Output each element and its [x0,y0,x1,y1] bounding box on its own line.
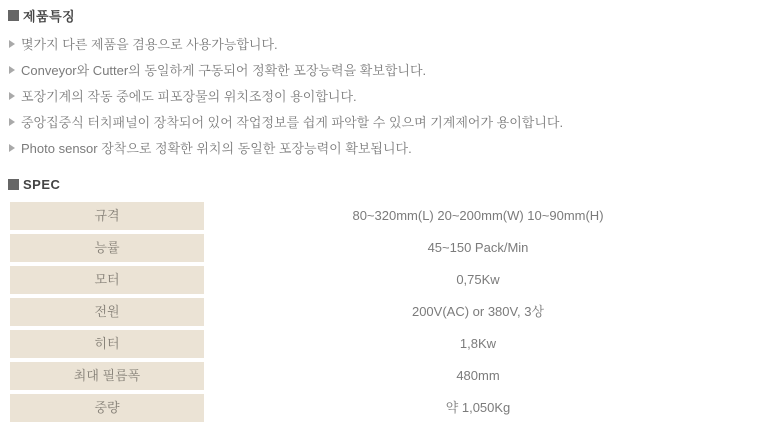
square-bullet-icon [8,10,19,21]
spec-row-label: 모터 [10,266,204,294]
spec-row-label: 히터 [10,330,204,358]
spec-row-label: 최대 필름폭 [10,362,204,390]
table-row [10,202,752,230]
table-row [10,330,752,358]
feature-item [8,84,752,110]
spec-table [10,202,752,422]
features-section-heading [8,6,752,25]
table-row [10,362,752,390]
arrow-bullet-icon [9,92,15,100]
feature-item [8,58,752,84]
feature-item-text: 몇가지 다른 제품을 겸용으로 사용가능합니다. [21,37,278,52]
feature-item-text: Conveyor와 Cutter의 동일하게 구동되어 정확한 포장능력을 확보합니다. [21,63,427,78]
spec-row-label: 전원 [10,298,204,326]
arrow-bullet-icon [9,40,15,48]
spec-row-value: 0,75Kw [456,272,500,287]
spec-row-label: 규격 [10,202,204,230]
arrow-bullet-icon [9,66,15,74]
spec-row-value: 480mm [456,368,500,383]
spec-row-value: 45~150 Pack/Min [427,240,529,255]
table-row [10,394,752,422]
spec-row-label: 능률 [10,234,204,262]
spec-section-heading [8,177,752,192]
arrow-bullet-icon [9,144,15,152]
feature-list [8,32,752,162]
square-bullet-icon [8,179,19,190]
feature-item [8,32,752,58]
spec-row-label: 중량 [10,394,204,422]
table-row [10,234,752,262]
spec-row-value: 200V(AC) or 380V, 3상 [411,304,545,319]
features-section-title: 제품특징 [23,9,76,24]
spec-row-value: 80~320mm(L) 20~200mm(W) 10~90mm(H) [352,208,604,223]
spec-row-value: 1,8Kw [459,336,497,351]
feature-item-text: 포장기계의 작동 중에도 피포장물의 위치조정이 용이합니다. [21,89,357,104]
feature-item-text: 중앙집중식 터치패널이 장착되어 있어 작업정보를 쉽게 파악할 수 있으며 기계제어가 용이합니다. [21,115,564,130]
feature-item [8,136,752,162]
spec-section-title: SPEC [23,177,61,192]
arrow-bullet-icon [9,118,15,126]
feature-item-text: Photo sensor 장착으로 정확한 위치의 동일한 포장능력이 확보됩니다. [21,141,412,156]
spec-row-value: 약 1,050Kg [445,400,511,415]
feature-item [8,110,752,136]
table-row [10,298,752,326]
table-row [10,266,752,294]
